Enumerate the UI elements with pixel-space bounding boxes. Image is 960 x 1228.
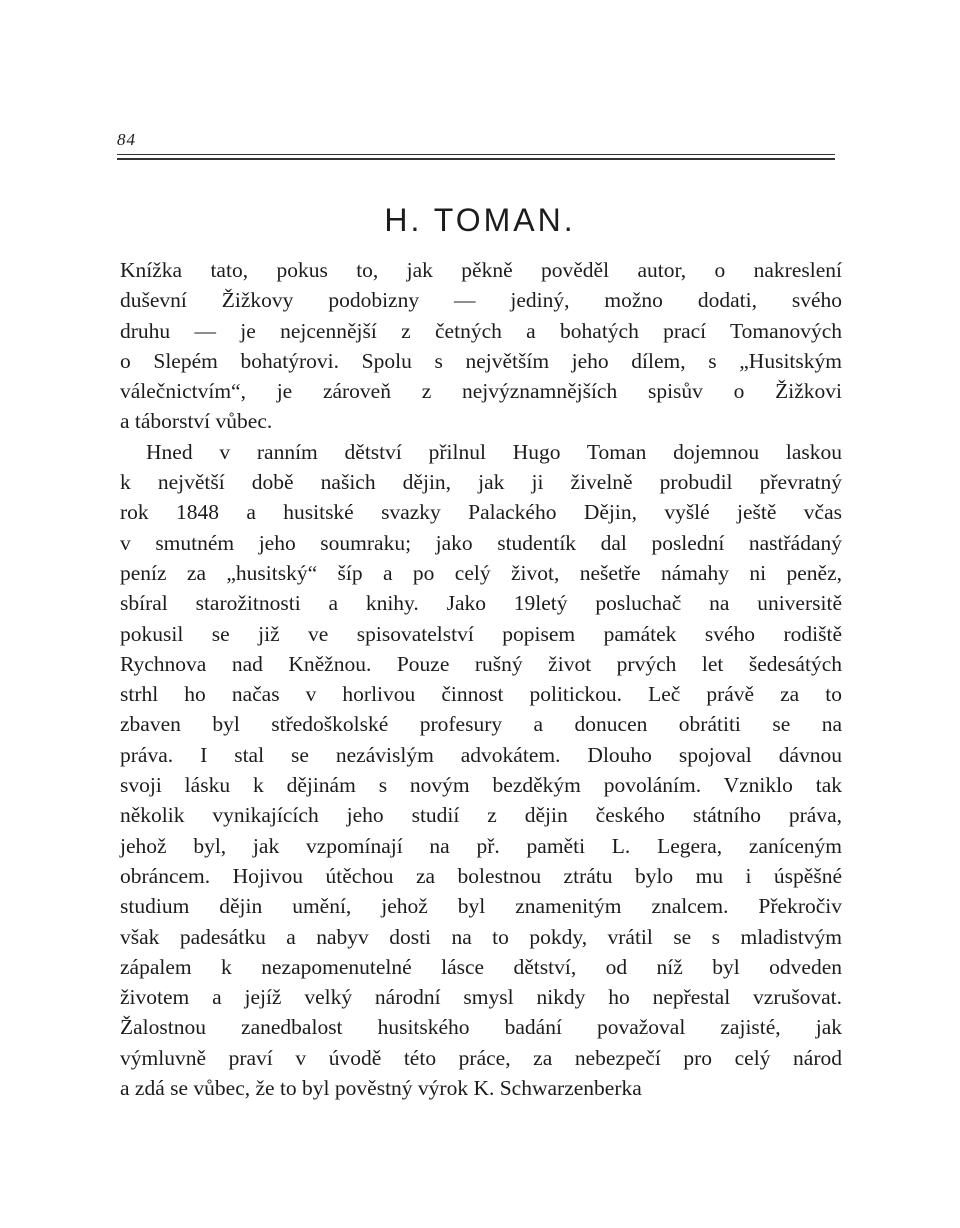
text-line: Hned v ranním dětství přilnul Hugo Toman dojemnou laskou — [146, 439, 842, 464]
text-line: a zdá se vůbec, že to byl pověstný výrok K. Schwarzenberka — [120, 1076, 642, 1101]
text-line: peníz za „husitský“ šíp a po celý život, nešetře námahy ni peněz, — [120, 560, 842, 585]
header-rule-thick — [117, 158, 835, 160]
paragraph — [120, 255, 842, 437]
text-line: svoji lásku k dějinám s novým bezděkým povoláním. Vzniklo tak — [120, 773, 842, 798]
text-line: Žalostnou zanedbalost husitského badání považoval zajisté, jak — [120, 1015, 842, 1040]
text-line: sbíral starožitnosti a knihy. Jako 19letý posluchač na universitě — [120, 591, 842, 616]
text-line: jehož byl, jak vzpomínají na př. paměti L. Legera, zaníceným — [120, 833, 842, 858]
text-line: v smutném jeho soumraku; jako studentík dal poslední nastřádaný — [120, 530, 842, 555]
text-line: válečnictvím“, je zároveň z nejvýznamnějších spisův o Žižkovi — [120, 379, 842, 404]
text-line: obráncem. Hojivou útěchou za bolestnou ztrátu bylo mu i úspěšné — [120, 863, 842, 888]
text-line: k největší době našich dějin, jak ji živelně probudil převratný — [120, 470, 842, 495]
text-line: výmluvně praví v úvodě této práce, za nebezpečí pro celý národ — [120, 1045, 842, 1070]
body-text — [120, 255, 842, 1103]
text-line: zápalem k nezapomenutelné lásce dětství, od níž byl odveden — [120, 954, 842, 979]
text-line: strhl ho načas v horlivou činnost politickou. Leč právě za to — [120, 682, 842, 707]
text-line: Rychnova nad Kněžnou. Pouze rušný život prvých let šedesátých — [120, 651, 842, 676]
text-line: práva. I stal se nezávislým advokátem. Dlouho spojoval dávnou — [120, 742, 842, 767]
text-line: o Slepém bohatýrovi. Spolu s největším jeho dílem, s „Husitským — [120, 348, 842, 373]
text-line: Knížka tato, pokus to, jak pěkně pověděl autor, o nakreslení — [120, 258, 842, 282]
text-line: životem a jejíž velký národní smysl nikdy ho nepřestal vzrušovat. — [120, 985, 842, 1010]
text-line: studium dějin umění, jehož byl znamenitým znalcem. Překročiv — [120, 894, 842, 919]
text-line: několik vynikajících jeho studií z dějin českého státního práva, — [120, 803, 842, 828]
text-line: rok 1848 a husitské svazky Palackého Dějin, vyšlé ještě včas — [120, 500, 842, 525]
paragraph — [120, 437, 842, 1104]
text-line: však padesátku a nabyv dosti na to pokdy, vrátil se s mladistvým — [120, 924, 842, 949]
chapter-title: H. TOMAN. — [384, 202, 576, 238]
text-line: a táborství vůbec. — [120, 409, 273, 434]
header-rule-thin — [117, 154, 835, 155]
text-line: zbaven byl středoškolské profesury a donucen obrátiti se na — [120, 712, 842, 737]
text-line: druhu — je nejcennější z četných a bohatých prací Tomanových — [120, 318, 842, 343]
text-line: pokusil se již ve spisovatelství popisem památek svého rodiště — [120, 621, 842, 646]
page-number: 84 — [117, 130, 136, 149]
text-line: duševní Žižkovy podobizny — jediný, možno dodati, svého — [120, 288, 842, 313]
